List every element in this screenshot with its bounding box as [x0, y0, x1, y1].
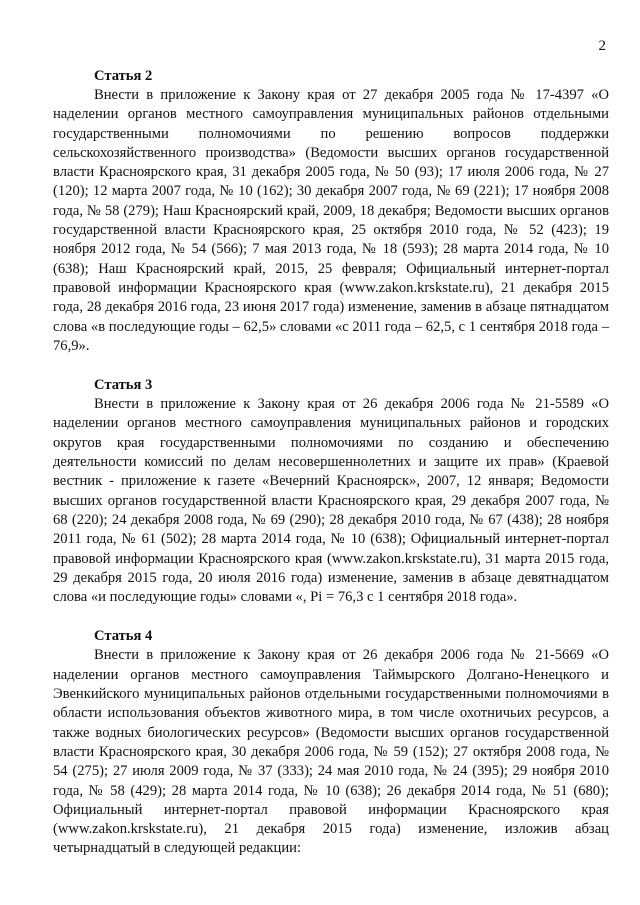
article-heading: Статья 4 — [94, 628, 153, 645]
article-text: Внести в приложение к Закону края от 27 декабря 2005 года № 17-4397 «О наделении органов местного самоуправления муниципальных районов отдельными государственными полномочиями по решению вопросов поддержки сельскохозяйственного производства» (Ведомости высших органов государственной власти Красноярского края, 31 декабря 2005 года, № 50 (93); 17 июля 2006 года, № 27 (120); 12 марта 2007 года, № 10 (162); 30 декабря 2007 года, № 69 (221); 17 ноября 2008 года, № 58 (279); Наш Красноярский край, 2009, 18 декабря; Ведомости высших органов государственной власти Красноярского края, 25 октября 2010 года, № 52 (423); 19 ноября 2012 года, № 54 (566); 7 мая 2013 года, № 18 (593); 28 марта 2014 года, № 10 (638); Наш Красноярский край, 2015, 25 февраля; Официальный интернет-портал правовой информации Красноярского края (www.zakon.krskstate.ru), 21 декабря 2015 года, 28 декабря 2016 года, 23 июня 2017 года) изменение, заменив в абзаце пятнадцатом слова «в последующие годы – 62,5» словами «с 2011 года – 62,5, с 1 сентября 2018 года – 76,9». — [53, 87, 609, 354]
page-number: 2 — [598, 38, 606, 54]
article-heading: Статья 2 — [94, 68, 153, 84]
article-3 — [53, 375, 609, 607]
document-body — [53, 66, 609, 859]
article-text: Внести в приложение к Закону края от 26 декабря 2006 года № 21-5589 «О наделении органов местного самоуправления муниципальных районов и городских округов края государственными полномочиями по созданию и обеспечению деятельности комиссий по делам несовершеннолетних и защите их прав» (Краевой вестник - приложение к газете «Вечерний Красноярск», 2007, 12 января; Ведомости высших органов государственной власти Красноярского края, 29 декабря 2007 года, № 68 (220); 24 декабря 2008 года, № 69 (290); 28 декабря 2010 года, № 67 (438); 28 ноября 2011 года, № 61 (502); 28 марта 2014 года, № 10 (638); Официальный интернет-портал правовой информации Красноярского края (www.zakon.krskstate.ru), 31 марта 2015 года, 29 декабря 2015 года, 20 июля 2016 года) изменение, заменив в абзаце девятнадцатом слова «и последующие годы» словами «, Pi = 76,3 с 1 сентября 2018 года». — [53, 396, 609, 606]
article-2 — [53, 66, 609, 356]
article-4 — [53, 626, 609, 858]
article-heading: Статья 3 — [94, 377, 153, 394]
article-text: Внести в приложение к Закону края от 26 декабря 2006 года № 21-5669 «О наделении органов местного самоуправления Таймырского Долгано-Ненецкого и Эвенкийского муниципальных районов отдельными государственными полномочиями в области использования объектов животного мира, в том числе охотничьих ресурсов, а также водных биологических ресурсов» (Ведомости высших органов государственной власти Красноярского края, 30 декабря 2006 года, № 59 (152); 27 октября 2008 года, № 54 (275); 27 июля 2009 года, № 37 (333); 24 мая 2010 года, № 24 (395); 29 ноября 2010 года, № 58 (429); 28 марта 2014 года, № 10 (638); 26 декабря 2014 года, № 51 (680); Официальный интернет-портал правовой информации Красноярского края (www.zakon.krskstate.ru), 21 декабря 2015 года) изменение, изложив абзац четырнадцатый в следующей редакции: — [53, 647, 609, 857]
